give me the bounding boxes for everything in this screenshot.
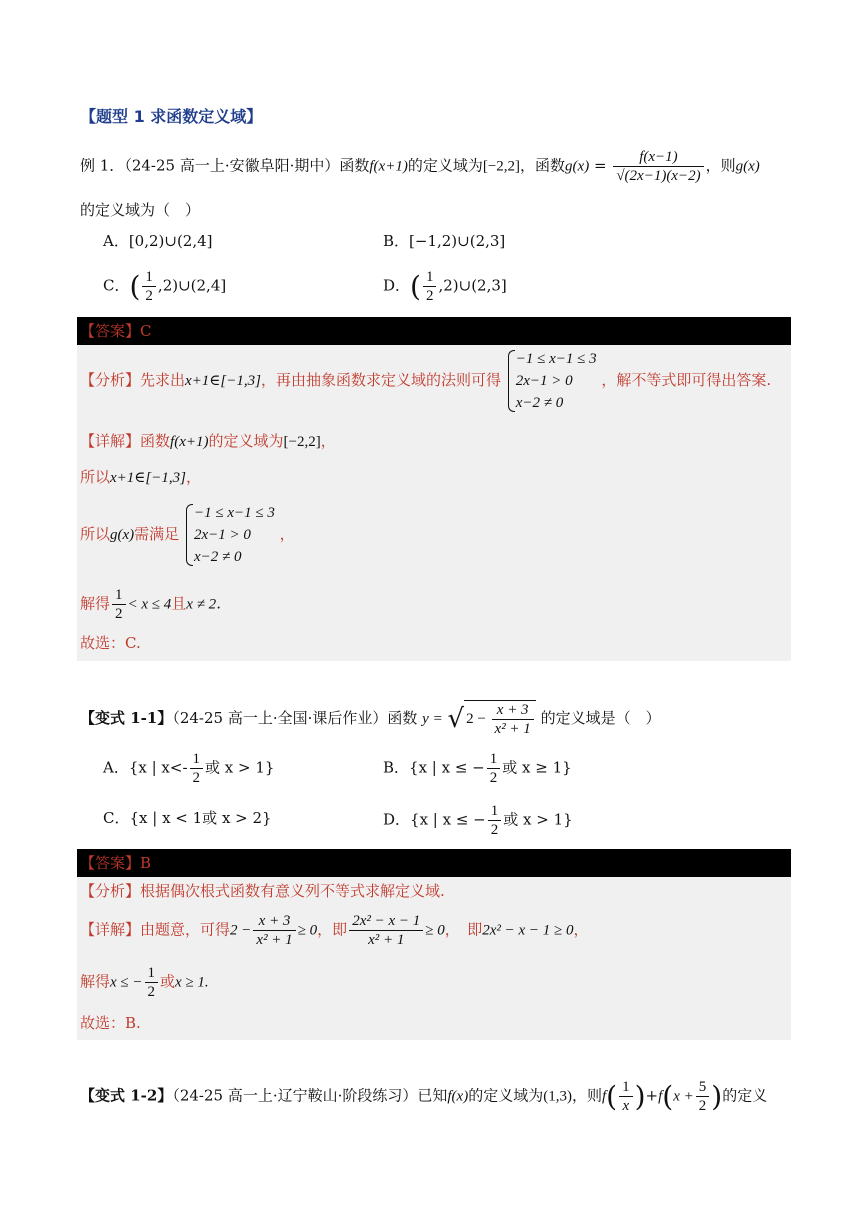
v11-option-c: C．{x | x < 1或 x > 2} [103,809,272,827]
v11-option-a: A．{x | x<- $\frac{1}{2}$ 或 x > 1} [103,751,275,786]
option-a: A．[0,2)∪(2,4] [103,232,213,250]
v11-choose-line: 故选：B. [80,1014,141,1032]
so-line-2: 所以g(x)需满足 −1 ≤ x−1 ≤ 3 2x−1 > 0 x−2 ≠ 0 ， [80,502,295,568]
analysis-line: 【分析】先求出x+1∈[−1,3]，再由抽象函数求定义域的法则可得 −1 ≤ x−1 ≤ 3 2x−1 > 0 x−2 ≠ 0 ，解不等式即可得出答案. [80,348,771,414]
solution-line: 解得 $\frac{1}{2}$ < x ≤ 4且x ≠ 2. [80,587,221,622]
v11-answer-bar: 【答案】B [77,849,791,877]
v11-option-d: D．{x | x ≤ − $\frac{1}{2}$ 或 x > 1} [383,803,573,838]
inequality-system-2: −1 ≤ x−1 ≤ 3 2x−1 > 0 x−2 ≠ 0 [184,502,275,568]
option-c: C．( $\frac{1}{2}$ ,2)∪(2,4] [103,269,227,304]
choose-line: 故选：C. [80,634,141,652]
v11-solution-panel [77,877,791,1040]
v11-solution-line: 解得x ≤ − $\frac{1}{2}$ 或x ≥ 1. [80,965,209,1000]
variant-1-2-statement: 【变式 1-2】（24-25 高一上·辽宁鞍山·阶段练习）已知f(x)的定义域为(1,3)，则f( $\frac{1}{x}$ )+f(x + $\frac{5}{2}$ )的定义 [80,1079,768,1114]
variant-label: 【变式 1-1】 [80,709,173,727]
v11-analysis-line: 【分析】根据偶次根式函数有意义列不等式求解定义域. [80,882,445,900]
example-1-statement: 例 1．（24-25 高一上·安徽阜阳·期中）函数f(x+1)的定义域为[−2,2]，函数g(x) = $\frac{f(x-1)}{√(2x-1)(x-2)}$ ，则g(x) [80,149,760,184]
v11-detail-line: 【详解】由题意，可得2 − $\frac{x + 3}{\text{x² + 1}}$ ≥ 0，即 $\frac{\text{2x² − x − 1}}{\text{x² + 1}}$ ≥ 0， 即2x² − x − 1 ≥ 0， [80,913,589,948]
g-fraction: $\frac{f(x-1)}{√(2x-1)(x-2)}$ [613,148,703,185]
v11-option-b: B．{x | x ≤ − $\frac{1}{2}$ 或 x ≥ 1} [383,751,572,786]
analysis-label: 【分析】 [80,371,141,389]
section-heading: 【题型 1 求函数定义域】 [80,107,263,126]
option-b: B．[−1,2)∪(2,3] [383,232,506,250]
detail-line: 【详解】函数f(x+1)的定义域为[−2,2]， [80,432,336,450]
example-1-statement-cont: 的定义域为（ ） [80,201,201,219]
inequality-system: −1 ≤ x−1 ≤ 3 2x−1 > 0 x−2 ≠ 0 [506,348,597,414]
variant-1-1-statement: 【变式 1-1】（24-25 高一上·全国·课后作业）函数 y = √ 2 − $\frac{x + 3}{\text{x² + 1}}$ 的定义域是（ ） [80,702,661,737]
option-d: D．( $\frac{1}{2}$ ,2)∪(2,3] [383,269,507,304]
example-label: 例 1． [80,156,125,175]
so-line-1: 所以x+1∈[−1,3]， [80,468,201,486]
detail-label: 【详解】 [80,432,141,450]
answer-bar: 【答案】C [77,317,791,345]
